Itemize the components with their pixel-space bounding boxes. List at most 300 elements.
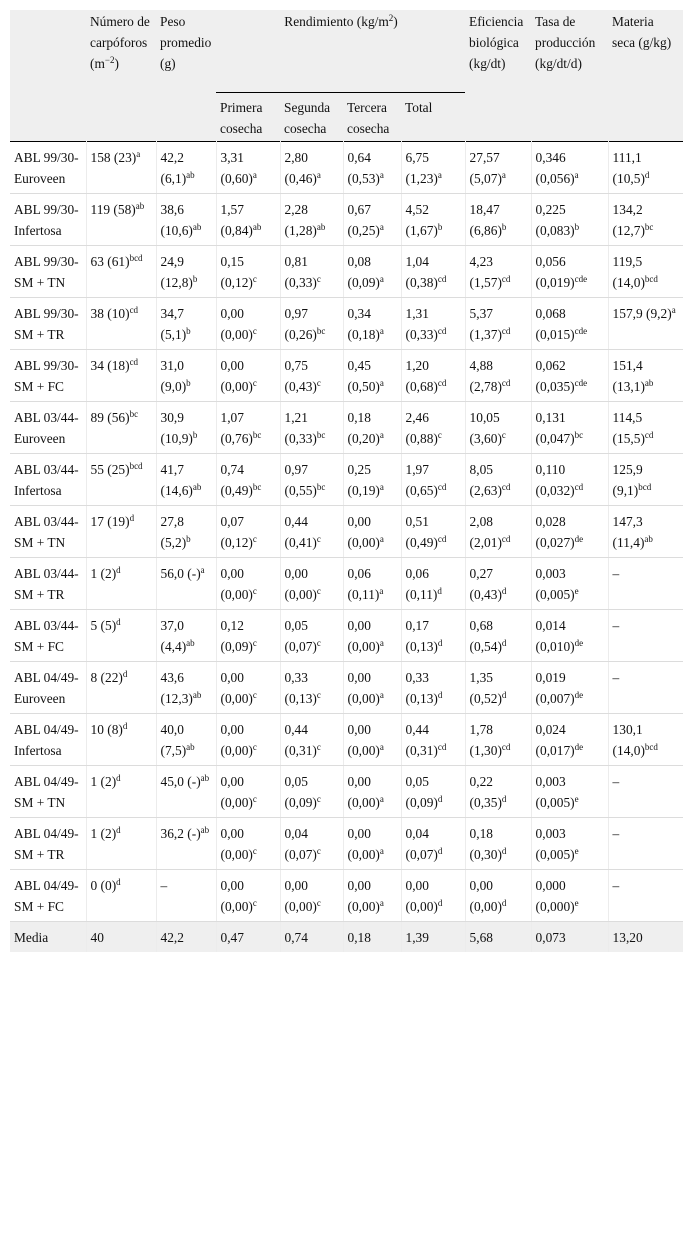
- cell-primera: [216, 142, 280, 194]
- cell-total: [401, 454, 465, 506]
- mean-materia: 13,20: [608, 922, 683, 953]
- cell-value: 38,6 (10,6): [160, 202, 193, 238]
- cell-value: 0,33 (0,13): [284, 670, 317, 706]
- cell-value: 34,7 (5,1): [160, 306, 187, 342]
- cell-value: 30,9 (10,9): [160, 410, 193, 446]
- cell-value: 24,9 (12,8): [160, 254, 193, 290]
- cell-peso: [156, 298, 216, 350]
- cell-segunda: [280, 870, 343, 922]
- significance-letter: ab: [200, 825, 210, 835]
- significance-letter: b: [192, 274, 198, 284]
- cell-carpoforos: [86, 402, 156, 454]
- cell-value: 0,00 (0,00): [347, 826, 380, 862]
- cell-value: 8,05 (2,63): [469, 462, 502, 498]
- significance-letter: d: [644, 170, 650, 180]
- significance-letter: ab: [192, 482, 202, 492]
- cell-total: [401, 818, 465, 870]
- significance-letter: ab: [186, 170, 195, 180]
- cell-value: 0,17 (0,13): [405, 618, 438, 654]
- cell-total: [401, 870, 465, 922]
- significance-letter: bcd: [129, 461, 143, 471]
- cell-value: 0,00 (0,00): [220, 566, 253, 602]
- significance-letter: d: [501, 690, 507, 700]
- table-row: [10, 246, 683, 298]
- significance-letter: d: [437, 898, 443, 908]
- cell-tercera: [343, 142, 401, 194]
- cell-value: 0,04 (0,07): [284, 826, 317, 862]
- cell-value: 0,06 (0,11): [347, 566, 380, 602]
- significance-letter: c: [252, 378, 257, 388]
- cell-value: 17 (19): [90, 514, 130, 529]
- cell-peso: [156, 350, 216, 402]
- table-row: [10, 194, 683, 246]
- cell-value: 0,00 (0,00): [220, 826, 253, 862]
- significance-letter: cd: [644, 430, 654, 440]
- cell-materia: [608, 298, 683, 350]
- cell-value: –: [612, 618, 620, 633]
- cell-value: 0,068 (0,015): [535, 306, 575, 342]
- cell-total: [401, 194, 465, 246]
- significance-letter: c: [316, 638, 321, 648]
- header-materia: Materia seca (g/kg): [608, 10, 683, 142]
- table-row: [10, 298, 683, 350]
- significance-letter: b: [574, 222, 580, 232]
- table-row: [10, 766, 683, 818]
- cell-value: 0,019 (0,007): [535, 670, 575, 706]
- significance-letter: ab: [316, 222, 326, 232]
- cell-value: 2,80 (0,46): [284, 150, 317, 186]
- cell-value: 31,0 (9,0): [160, 358, 187, 394]
- cell-value: 0,06 (0,11): [405, 566, 438, 602]
- cell-segunda: [280, 610, 343, 662]
- cell-value: 119,5 (14,0): [612, 254, 645, 290]
- cell-materia: [608, 714, 683, 766]
- cell-treatment: ABL 03/44-SM + TR: [10, 558, 86, 610]
- cell-value: 56,0 (-): [160, 566, 201, 581]
- cell-total: [401, 298, 465, 350]
- table-row: [10, 870, 683, 922]
- significance-letter: ab: [200, 773, 210, 783]
- significance-letter: cde: [574, 378, 588, 388]
- cell-value: 0,44 (0,31): [284, 722, 317, 758]
- cell-tasa: [531, 714, 608, 766]
- cell-tercera: [343, 246, 401, 298]
- cell-treatment: ABL 99/30-Infertosa: [10, 194, 86, 246]
- cell-value: –: [160, 878, 168, 893]
- cell-value: 0,05 (0,09): [284, 774, 317, 810]
- cell-value: 0,22 (0,35): [469, 774, 502, 810]
- cell-segunda: [280, 506, 343, 558]
- significance-letter: d: [116, 825, 121, 835]
- cell-value: 0,00 (0,00): [220, 722, 253, 758]
- significance-letter: cd: [437, 534, 447, 544]
- cell-materia: [608, 506, 683, 558]
- cell-eficiencia: [465, 454, 531, 506]
- cell-peso: [156, 662, 216, 714]
- significance-letter: a: [379, 898, 384, 908]
- cell-value: 0,04 (0,07): [405, 826, 438, 862]
- cell-value: 151,4 (13,1): [612, 358, 645, 394]
- significance-letter: a: [379, 430, 384, 440]
- cell-value: 0,225 (0,083): [535, 202, 575, 238]
- cell-value: 1,57 (0,84): [220, 202, 253, 238]
- cell-tasa: [531, 558, 608, 610]
- cell-materia: [608, 870, 683, 922]
- cell-eficiencia: [465, 610, 531, 662]
- cell-value: 36,2 (-): [160, 826, 201, 841]
- significance-letter: cd: [501, 274, 511, 284]
- cell-eficiencia: [465, 194, 531, 246]
- significance-letter: c: [252, 274, 257, 284]
- cell-primera: [216, 454, 280, 506]
- cell-value: 0,44 (0,41): [284, 514, 317, 550]
- cell-tercera: [343, 298, 401, 350]
- significance-letter: cd: [501, 742, 511, 752]
- cell-value: 0,08 (0,09): [347, 254, 380, 290]
- significance-letter: ab: [186, 638, 195, 648]
- significance-letter: a: [379, 586, 384, 596]
- cell-value: 0,00 (0,00): [284, 878, 317, 914]
- cell-treatment: ABL 03/44-SM + TN: [10, 506, 86, 558]
- significance-letter: a: [200, 565, 205, 575]
- cell-treatment: ABL 03/44-Infertosa: [10, 454, 86, 506]
- cell-peso: [156, 194, 216, 246]
- cell-value: 0,131 (0,047): [535, 410, 575, 446]
- cell-value: 1 (2): [90, 566, 117, 581]
- significance-letter: ab: [186, 742, 195, 752]
- cell-peso: [156, 766, 216, 818]
- significance-letter: cd: [501, 378, 511, 388]
- significance-letter: b: [192, 430, 198, 440]
- cell-segunda: [280, 714, 343, 766]
- cell-primera: [216, 194, 280, 246]
- significance-letter: c: [252, 638, 257, 648]
- cell-value: 0,000 (0,000): [535, 878, 575, 914]
- cell-peso: [156, 558, 216, 610]
- cell-treatment: ABL 03/44-SM + FC: [10, 610, 86, 662]
- significance-letter: a: [379, 274, 384, 284]
- table-row: [10, 142, 683, 194]
- significance-letter: ab: [252, 222, 262, 232]
- cell-eficiencia: [465, 298, 531, 350]
- cell-segunda: [280, 246, 343, 298]
- cell-treatment: ABL 99/30-SM + FC: [10, 350, 86, 402]
- cell-tercera: [343, 454, 401, 506]
- cell-value: 0,75 (0,43): [284, 358, 317, 394]
- cell-value: 147,3 (11,4): [612, 514, 645, 550]
- table-row: [10, 662, 683, 714]
- cell-tasa: [531, 766, 608, 818]
- cell-value: 0,68 (0,54): [469, 618, 502, 654]
- cell-tercera: [343, 350, 401, 402]
- cell-segunda: [280, 818, 343, 870]
- significance-letter: c: [316, 378, 321, 388]
- cell-tasa: [531, 402, 608, 454]
- cell-total: [401, 506, 465, 558]
- cell-materia: [608, 142, 683, 194]
- cell-total: [401, 610, 465, 662]
- cell-value: 3,31 (0,60): [220, 150, 253, 186]
- cell-value: 125,9 (9,1): [612, 462, 643, 498]
- significance-letter: a: [437, 170, 442, 180]
- significance-letter: ab: [644, 378, 654, 388]
- significance-letter: bcd: [644, 742, 658, 752]
- significance-letter: a: [671, 305, 676, 315]
- cell-value: 27,8 (5,2): [160, 514, 187, 550]
- cell-eficiencia: [465, 350, 531, 402]
- cell-value: 4,88 (2,78): [469, 358, 502, 394]
- cell-eficiencia: [465, 870, 531, 922]
- cell-value: 0,003 (0,005): [535, 826, 575, 862]
- significance-letter: b: [186, 378, 191, 388]
- significance-letter: ab: [192, 222, 202, 232]
- cell-value: 1,07 (0,76): [220, 410, 253, 446]
- results-table-container: [10, 10, 683, 952]
- significance-letter: a: [379, 170, 384, 180]
- significance-letter: e: [574, 794, 579, 804]
- cell-carpoforos: [86, 714, 156, 766]
- table-row: [10, 402, 683, 454]
- cell-carpoforos: [86, 454, 156, 506]
- cell-value: 134,2 (12,7): [612, 202, 645, 238]
- cell-value: 45,0 (-): [160, 774, 201, 789]
- table-row: [10, 610, 683, 662]
- cell-value: 1 (2): [90, 774, 117, 789]
- cell-value: 37,0 (4,4): [160, 618, 187, 654]
- significance-letter: c: [316, 274, 321, 284]
- cell-peso: [156, 714, 216, 766]
- cell-value: 111,1 (10,5): [612, 150, 645, 186]
- significance-letter: d: [116, 565, 121, 575]
- cell-primera: [216, 818, 280, 870]
- cell-tercera: [343, 402, 401, 454]
- significance-letter: e: [574, 586, 579, 596]
- table-header: [10, 10, 683, 142]
- table-row: [10, 558, 683, 610]
- cell-value: –: [612, 878, 620, 893]
- significance-letter: b: [186, 326, 191, 336]
- cell-value: 0,18 (0,20): [347, 410, 380, 446]
- cell-tercera: [343, 870, 401, 922]
- significance-letter: cd: [437, 482, 447, 492]
- cell-value: 0,74 (0,49): [220, 462, 253, 498]
- cell-segunda: [280, 662, 343, 714]
- cell-materia: [608, 194, 683, 246]
- cell-value: 0,00 (0,00): [284, 566, 317, 602]
- cell-value: 0,12 (0,09): [220, 618, 253, 654]
- significance-letter: d: [437, 690, 443, 700]
- significance-letter: a: [501, 170, 506, 180]
- significance-letter: d: [501, 898, 507, 908]
- significance-letter: a: [574, 170, 579, 180]
- cell-value: 0,18 (0,30): [469, 826, 502, 862]
- cell-value: 8 (22): [90, 670, 123, 685]
- significance-letter: de: [574, 534, 584, 544]
- cell-tercera: [343, 558, 401, 610]
- cell-carpoforos: [86, 766, 156, 818]
- cell-treatment: ABL 99/30-Euroveen: [10, 142, 86, 194]
- cell-value: 1,78 (1,30): [469, 722, 502, 758]
- significance-letter: d: [437, 638, 443, 648]
- cell-value: 0,00 (0,00): [347, 878, 380, 914]
- cell-eficiencia: [465, 766, 531, 818]
- mean-row: [10, 922, 683, 953]
- significance-letter: c: [316, 898, 321, 908]
- mean-eficiencia: 5,68: [465, 922, 531, 953]
- cell-value: 0,003 (0,005): [535, 566, 575, 602]
- cell-materia: [608, 350, 683, 402]
- cell-value: 38 (10): [90, 306, 130, 321]
- cell-value: 0,00 (0,00): [220, 306, 253, 342]
- mean-tasa: 0,073: [531, 922, 608, 953]
- cell-value: 41,7 (14,6): [160, 462, 193, 498]
- results-table: [10, 10, 683, 952]
- significance-letter: ab: [644, 534, 653, 544]
- cell-materia: [608, 246, 683, 298]
- mean-peso: 42,2: [156, 922, 216, 953]
- significance-letter: bc: [316, 326, 326, 336]
- table-row: [10, 350, 683, 402]
- significance-letter: c: [252, 586, 257, 596]
- cell-tercera: [343, 818, 401, 870]
- header-treatment: [10, 10, 86, 142]
- significance-letter: d: [501, 638, 507, 648]
- cell-tasa: [531, 662, 608, 714]
- cell-value: 0,81 (0,33): [284, 254, 317, 290]
- cell-tasa: [531, 818, 608, 870]
- cell-value: 1 (2): [90, 826, 117, 841]
- cell-treatment: ABL 04/49-SM + TN: [10, 766, 86, 818]
- cell-peso: [156, 402, 216, 454]
- cell-peso: [156, 454, 216, 506]
- significance-letter: d: [129, 513, 135, 523]
- cell-peso: [156, 506, 216, 558]
- cell-tasa: [531, 298, 608, 350]
- cell-primera: [216, 714, 280, 766]
- cell-value: 10,05 (3,60): [469, 410, 502, 446]
- cell-value: 0,34 (0,18): [347, 306, 380, 342]
- cell-value: 0,97 (0,55): [284, 462, 317, 498]
- header-peso: Peso promedio (g): [156, 10, 216, 142]
- significance-letter: a: [252, 170, 257, 180]
- cell-total: [401, 402, 465, 454]
- cell-materia: [608, 558, 683, 610]
- cell-tasa: [531, 194, 608, 246]
- significance-letter: a: [379, 326, 384, 336]
- cell-value: 0,05 (0,09): [405, 774, 438, 810]
- cell-value: 114,5 (15,5): [612, 410, 645, 446]
- cell-eficiencia: [465, 142, 531, 194]
- cell-primera: [216, 350, 280, 402]
- significance-letter: bc: [316, 482, 326, 492]
- significance-letter: bc: [129, 409, 139, 419]
- cell-treatment: ABL 99/30-SM + TN: [10, 246, 86, 298]
- header-carpoforos: Número de carpóforos $(m^{-2})$: [86, 10, 156, 142]
- cell-carpoforos: [86, 350, 156, 402]
- cell-peso: [156, 870, 216, 922]
- cell-value: 0,00 (0,00): [469, 878, 502, 914]
- header-eficiencia: Eficiencia biológica (kg/dt): [465, 10, 531, 142]
- cell-value: 0,27 (0,43): [469, 566, 502, 602]
- header-rendimiento: Rendimiento $(kg/m^2)$: [216, 10, 465, 93]
- cell-value: –: [612, 774, 620, 789]
- significance-letter: a: [379, 378, 384, 388]
- table-row: [10, 714, 683, 766]
- cell-tasa: [531, 454, 608, 506]
- significance-letter: d: [501, 794, 507, 804]
- significance-letter: e: [574, 898, 579, 908]
- cell-value: 119 (58): [90, 202, 136, 217]
- cell-value: 1,04 (0,38): [405, 254, 438, 290]
- significance-letter: c: [252, 898, 257, 908]
- header-tasa: Tasa de producción (kg/dt/d): [531, 10, 608, 142]
- mean-primera: 0,47: [216, 922, 280, 953]
- cell-treatment: ABL 04/49-SM + TR: [10, 818, 86, 870]
- cell-total: [401, 142, 465, 194]
- cell-value: 0,110 (0,032): [535, 462, 575, 498]
- significance-letter: d: [501, 586, 507, 596]
- significance-letter: cd: [437, 378, 447, 388]
- significance-letter: a: [379, 846, 384, 856]
- cell-segunda: [280, 350, 343, 402]
- cell-primera: [216, 610, 280, 662]
- cell-carpoforos: [86, 246, 156, 298]
- cell-segunda: [280, 766, 343, 818]
- cell-value: 0,00 (0,00): [220, 774, 253, 810]
- cell-value: 2,08 (2,01): [469, 514, 502, 550]
- cell-value: 0,00 (0,00): [347, 670, 380, 706]
- cell-total: [401, 662, 465, 714]
- significance-letter: c: [316, 586, 321, 596]
- mean-total: 1,39: [401, 922, 465, 953]
- cell-tercera: [343, 662, 401, 714]
- cell-tercera: [343, 506, 401, 558]
- cell-value: 5,37 (1,37): [469, 306, 502, 342]
- cell-value: 0,07 (0,12): [220, 514, 253, 550]
- cell-treatment: ABL 04/49-SM + FC: [10, 870, 86, 922]
- cell-tasa: [531, 350, 608, 402]
- significance-letter: cd: [437, 326, 447, 336]
- cell-value: 89 (56): [90, 410, 130, 425]
- cell-primera: [216, 298, 280, 350]
- cell-value: 0,00 (0,00): [220, 358, 253, 394]
- cell-eficiencia: [465, 818, 531, 870]
- significance-letter: d: [501, 846, 507, 856]
- cell-value: 18,47 (6,86): [469, 202, 502, 238]
- table-row: [10, 506, 683, 558]
- significance-letter: c: [437, 430, 442, 440]
- cell-value: 0,346 (0,056): [535, 150, 575, 186]
- significance-letter: d: [437, 586, 442, 596]
- cell-total: [401, 246, 465, 298]
- cell-value: 42,2 (6,1): [160, 150, 187, 186]
- mean-label: Media: [10, 922, 86, 953]
- significance-letter: a: [379, 482, 384, 492]
- cell-value: 63 (61): [90, 254, 130, 269]
- cell-value: 0,97 (0,26): [284, 306, 317, 342]
- cell-segunda: [280, 454, 343, 506]
- cell-tasa: [531, 610, 608, 662]
- cell-value: 0,00 (0,00): [347, 774, 380, 810]
- cell-eficiencia: [465, 506, 531, 558]
- cell-value: –: [612, 670, 620, 685]
- cell-carpoforos: [86, 298, 156, 350]
- cell-value: 40,0 (7,5): [160, 722, 187, 758]
- significance-letter: c: [252, 534, 257, 544]
- cell-value: 43,6 (12,3): [160, 670, 193, 706]
- cell-tercera: [343, 610, 401, 662]
- significance-letter: cde: [574, 326, 588, 336]
